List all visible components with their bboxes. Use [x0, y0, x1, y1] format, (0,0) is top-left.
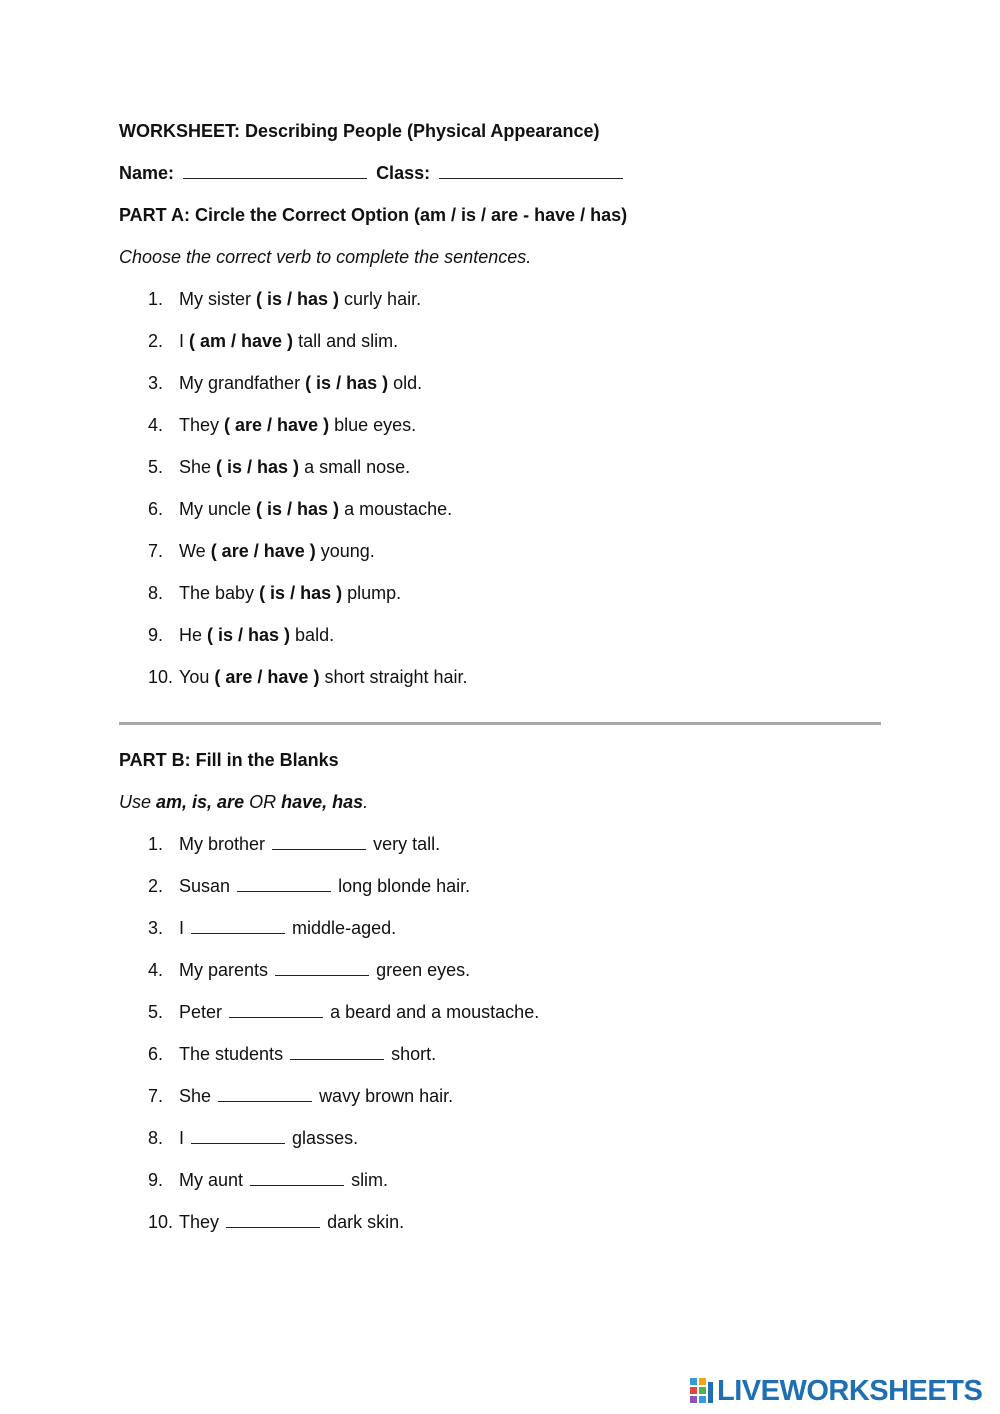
item-text-before: Susan	[179, 876, 231, 896]
item-text-after: very tall.	[373, 834, 441, 854]
item-option-choice[interactable]: ( is / has )	[256, 499, 340, 519]
item-text-before: They	[179, 415, 225, 435]
part-b-item	[148, 875, 470, 897]
item-number: 6.	[148, 1044, 164, 1064]
item-option-choice[interactable]: ( is / has )	[207, 625, 291, 645]
item-text-after: glasses.	[292, 1128, 359, 1148]
instruction-suffix: .	[363, 792, 369, 812]
item-option-choice[interactable]: ( are / have )	[224, 415, 330, 435]
answer-blank[interactable]	[191, 917, 285, 934]
item-number: 2.	[148, 331, 164, 351]
class-label: Class:	[376, 163, 431, 183]
item-number: 9.	[148, 625, 164, 645]
item-text-before: I	[179, 918, 185, 938]
item-number: 6.	[148, 499, 164, 519]
item-text-after: middle-aged.	[292, 918, 397, 938]
item-text-before: She	[179, 457, 217, 477]
part-b-item	[148, 1211, 404, 1233]
item-option-choice[interactable]: ( are / have )	[214, 667, 320, 687]
item-text-after: slim.	[351, 1170, 389, 1190]
item-text-after: curly hair.	[339, 289, 422, 309]
item-text-before: She	[179, 1086, 212, 1106]
part-b-item	[148, 1169, 388, 1191]
item-text-before: I	[179, 1128, 185, 1148]
answer-blank[interactable]	[272, 833, 366, 850]
instruction-group2: have, has	[281, 792, 364, 812]
item-number: 3.	[148, 373, 164, 393]
item-text-after: dark skin.	[327, 1212, 405, 1232]
item-text-before: My aunt	[179, 1170, 244, 1190]
part-a-item	[148, 666, 468, 688]
item-text-before: My brother	[179, 834, 266, 854]
item-text-before: The students	[179, 1044, 284, 1064]
part-b-item	[148, 1127, 358, 1149]
item-text-before: My grandfather	[179, 373, 306, 393]
item-number: 10.	[148, 1212, 174, 1232]
part-a-item	[148, 624, 334, 646]
item-text-after: a small nose.	[299, 457, 411, 477]
name-class-row	[119, 162, 627, 184]
part-a-item	[148, 330, 398, 352]
part-b-item	[148, 917, 396, 939]
class-blank[interactable]	[439, 162, 623, 179]
item-text-after: short straight hair.	[319, 667, 468, 687]
part-b-item	[148, 833, 440, 855]
item-text-after: old.	[388, 373, 423, 393]
item-text-after: a moustache.	[339, 499, 453, 519]
item-number: 4.	[148, 960, 164, 980]
part-a-item	[148, 288, 421, 310]
part-a-item	[148, 540, 375, 562]
item-option-choice[interactable]: ( are / have )	[210, 541, 316, 561]
instruction-middle: OR	[244, 792, 282, 812]
item-text-before: My uncle	[179, 499, 257, 519]
item-number: 5.	[148, 1002, 164, 1022]
answer-blank[interactable]	[237, 875, 331, 892]
item-text-before: Peter	[179, 1002, 223, 1022]
name-blank[interactable]	[183, 162, 367, 179]
item-text-before: My parents	[179, 960, 269, 980]
answer-blank[interactable]	[218, 1085, 312, 1102]
answer-blank[interactable]	[229, 1001, 323, 1018]
instruction-prefix: Use	[119, 792, 157, 812]
item-text-before: He	[179, 625, 208, 645]
item-text-after: long blonde hair.	[338, 876, 471, 896]
liveworksheets-logo-text: LIVEWORKSHEETS	[717, 1375, 983, 1407]
answer-blank[interactable]	[226, 1211, 320, 1228]
item-number: 7.	[148, 541, 164, 561]
item-number: 1.	[148, 834, 164, 854]
answer-blank[interactable]	[290, 1043, 384, 1060]
item-number: 5.	[148, 457, 164, 477]
part-a-heading: PART A: Circle the Correct Option (am / is / are - have / has)	[119, 205, 628, 225]
part-b-item	[148, 1085, 453, 1107]
part-a-item	[148, 414, 416, 436]
answer-blank[interactable]	[191, 1127, 285, 1144]
section-divider	[119, 722, 881, 725]
item-text-before: We	[179, 541, 211, 561]
item-text-after: bald.	[290, 625, 335, 645]
part-a-item	[148, 582, 401, 604]
liveworksheets-logo	[690, 1375, 982, 1407]
item-number: 4.	[148, 415, 164, 435]
item-text-before: They	[179, 1212, 220, 1232]
item-option-choice[interactable]: ( is / has )	[256, 289, 340, 309]
item-option-choice[interactable]: ( is / has )	[305, 373, 389, 393]
item-text-before: I	[179, 331, 190, 351]
part-a-instruction: Choose the correct verb to complete the sentences.	[119, 247, 532, 267]
name-label: Name:	[119, 163, 175, 183]
part-a-item	[148, 456, 410, 478]
item-number: 3.	[148, 918, 164, 938]
item-text-after: plump.	[342, 583, 402, 603]
item-number: 10.	[148, 667, 174, 687]
part-a-item	[148, 498, 452, 520]
item-number: 7.	[148, 1086, 164, 1106]
part-b-instruction	[119, 791, 368, 813]
answer-blank[interactable]	[275, 959, 369, 976]
item-text-before: You	[179, 667, 215, 687]
item-number: 8.	[148, 583, 164, 603]
item-text-after: blue eyes.	[329, 415, 417, 435]
item-text-after: short.	[391, 1044, 437, 1064]
part-b-heading: PART B: Fill in the Blanks	[119, 750, 339, 770]
item-text-after: green eyes.	[376, 960, 471, 980]
item-option-choice[interactable]: ( is / has )	[259, 583, 343, 603]
item-text-after: wavy brown hair.	[319, 1086, 454, 1106]
item-text-after: tall and slim.	[293, 331, 399, 351]
item-text-before: My sister	[179, 289, 257, 309]
item-option-choice[interactable]: ( am / have )	[189, 331, 294, 351]
liveworksheets-logo-icon	[690, 1378, 714, 1404]
item-number: 8.	[148, 1128, 164, 1148]
part-b-item	[148, 1043, 436, 1065]
item-number: 9.	[148, 1170, 164, 1190]
item-number: 2.	[148, 876, 164, 896]
item-text-after: a beard and a moustache.	[330, 1002, 540, 1022]
part-a-item	[148, 372, 422, 394]
instruction-group1: am, is, are	[156, 792, 245, 812]
part-b-item	[148, 959, 470, 981]
worksheet-title: WORKSHEET: Describing People (Physical Appearance)	[119, 121, 600, 141]
item-number: 1.	[148, 289, 164, 309]
item-option-choice[interactable]: ( is / has )	[216, 457, 300, 477]
item-text-after: young.	[315, 541, 375, 561]
answer-blank[interactable]	[250, 1169, 344, 1186]
part-b-item	[148, 1001, 539, 1023]
item-text-before: The baby	[179, 583, 260, 603]
